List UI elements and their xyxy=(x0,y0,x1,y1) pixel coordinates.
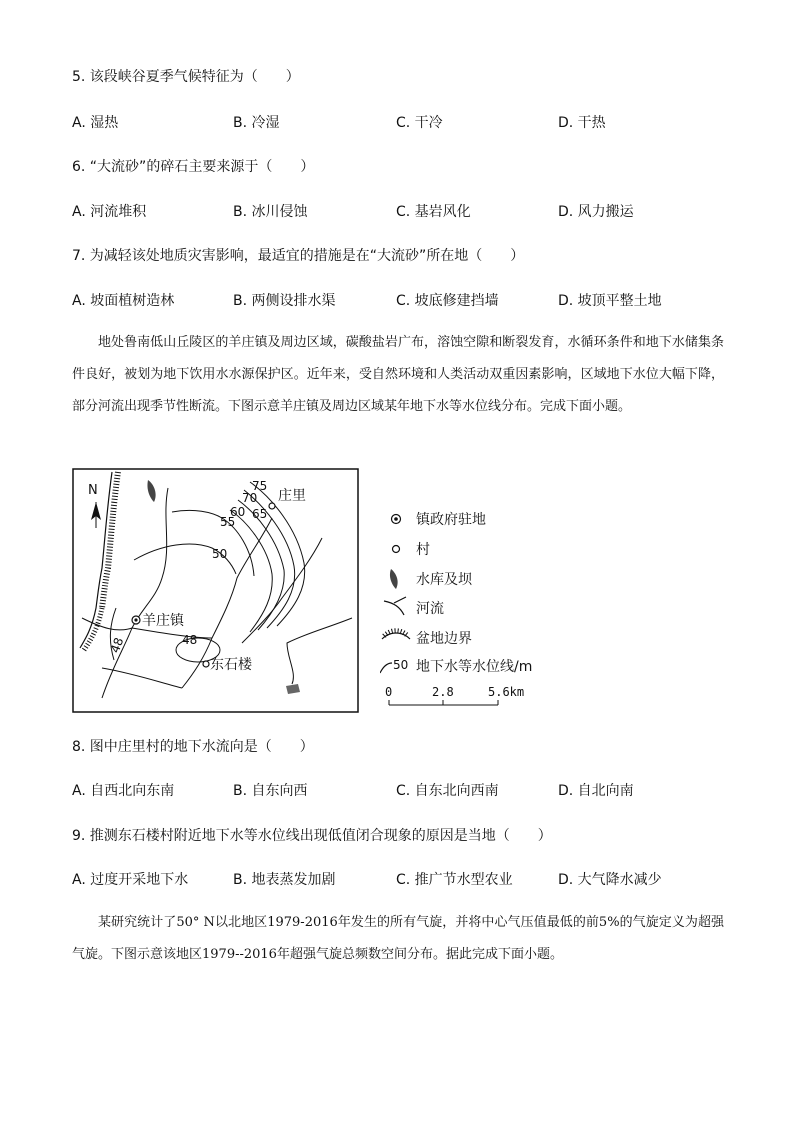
question-9-option-c[interactable]: C. 推广节水型农业 xyxy=(396,872,513,888)
question-7-option-a[interactable]: A. 坡面植树造林 xyxy=(72,293,175,309)
svg-text:镇政府驻地: 镇政府驻地 xyxy=(416,512,486,528)
svg-text:水库及坝: 水库及坝 xyxy=(416,572,472,588)
question-6-option-b[interactable]: B. 冰川侵蚀 xyxy=(233,204,308,220)
question-8-stem: 8. 图中庄里村的地下水流向是（ ） xyxy=(72,739,314,755)
question-5-option-c[interactable]: C. 干冷 xyxy=(396,115,443,131)
svg-text:55: 55 xyxy=(220,515,236,529)
question-5-stem: 5. 该段峡谷夏季气候特征为（ ） xyxy=(72,69,300,85)
legend-reservoir-icon xyxy=(390,569,398,589)
svg-text:48: 48 xyxy=(182,633,198,647)
legend-village-icon xyxy=(393,546,400,553)
question-5-option-a[interactable]: A. 湿热 xyxy=(72,115,119,131)
question-6-option-a[interactable]: A. 河流堆积 xyxy=(72,204,147,220)
question-9-stem: 9. 推测东石楼村附近地下水等水位线出现低值闭合现象的原因是当地（ ） xyxy=(72,828,552,844)
question-7-option-c[interactable]: C. 坡底修建挡墙 xyxy=(396,293,499,309)
village-dongshilou xyxy=(203,656,253,673)
svg-text:羊庄镇: 羊庄镇 xyxy=(142,613,184,629)
svg-text:60: 60 xyxy=(230,505,246,519)
question-5-option-b[interactable]: B. 冷湿 xyxy=(233,115,280,131)
svg-text:50: 50 xyxy=(212,547,228,561)
question-9-option-a[interactable]: A. 过度开采地下水 xyxy=(72,872,189,888)
svg-text:庄里: 庄里 xyxy=(278,488,306,504)
svg-text:N: N xyxy=(88,483,98,498)
question-7-stem: 7. 为减轻该处地质灾害影响，最适宜的措施是在“大流砂”所在地（ ） xyxy=(72,248,525,264)
svg-text:地下水等水位线/m: 地下水等水位线/m xyxy=(416,659,533,675)
question-9-option-b[interactable]: B. 地表蒸发加剧 xyxy=(233,872,336,888)
scale-bar xyxy=(385,685,524,705)
map-legend xyxy=(380,505,580,715)
question-9-option-d[interactable]: D. 大气降水减少 xyxy=(558,872,662,888)
question-8-option-b[interactable]: B. 自东向西 xyxy=(233,783,308,799)
groundwater-contour-map xyxy=(72,468,364,716)
question-7-option-d[interactable]: D. 坡顶平整土地 xyxy=(558,293,662,309)
svg-text:5.6km: 5.6km xyxy=(488,685,525,699)
legend-contour-icon xyxy=(380,663,392,673)
passage-groundwater: 地处鲁南低山丘陵区的羊庄镇及周边区域，碳酸盐岩广布，溶蚀空隙和断裂发育，水循环条件和地下水储集条件良好，被划为地下饮用水水源保护区。近年来，受自然环境和人类活动双重因素影响，区域地下水位大幅下降，部分河流出现季节性断流。下图示意羊庄镇及周边区域某年地下水等水位线分布。完成下面小题。 xyxy=(72,335,724,414)
legend-town-icon xyxy=(392,515,401,524)
svg-text:70: 70 xyxy=(242,491,258,505)
question-7-option-b[interactable]: B. 两侧设排水渠 xyxy=(233,293,336,309)
question-6-option-c[interactable]: C. 基岩风化 xyxy=(396,204,471,220)
svg-text:0: 0 xyxy=(385,685,393,699)
question-6-option-d[interactable]: D. 风力搬运 xyxy=(558,204,634,220)
question-8-option-c[interactable]: C. 自东北向西南 xyxy=(396,783,499,799)
legend-basin-boundary-icon xyxy=(382,631,410,639)
svg-text:河流: 河流 xyxy=(416,601,444,617)
svg-text:50: 50 xyxy=(393,658,409,672)
svg-text:65: 65 xyxy=(252,507,268,521)
svg-text:48: 48 xyxy=(107,635,127,655)
question-5-option-d[interactable]: D. 干热 xyxy=(558,115,606,131)
svg-text:村: 村 xyxy=(416,542,430,558)
svg-text:东石楼: 东石楼 xyxy=(210,657,252,673)
svg-text:2.8: 2.8 xyxy=(432,685,454,699)
question-6-stem: 6. “大流砂”的碎石主要来源于（ ） xyxy=(72,159,315,175)
legend-river-icon xyxy=(384,597,406,615)
svg-text:75: 75 xyxy=(252,479,268,493)
svg-text:盆地边界: 盆地边界 xyxy=(416,631,472,647)
question-8-option-a[interactable]: A. 自西北向东南 xyxy=(72,783,175,799)
passage-cyclones: 某研究统计了50° N以北地区1979-2016年发生的所有气旋，并将中心气压值最低的前5%的气旋定义为超强气旋。下图示意该地区1979--2016年超强气旋总频数空间分布。据此完成下面小题。 xyxy=(72,915,724,962)
question-8-option-d[interactable]: D. 自北向南 xyxy=(558,783,634,799)
